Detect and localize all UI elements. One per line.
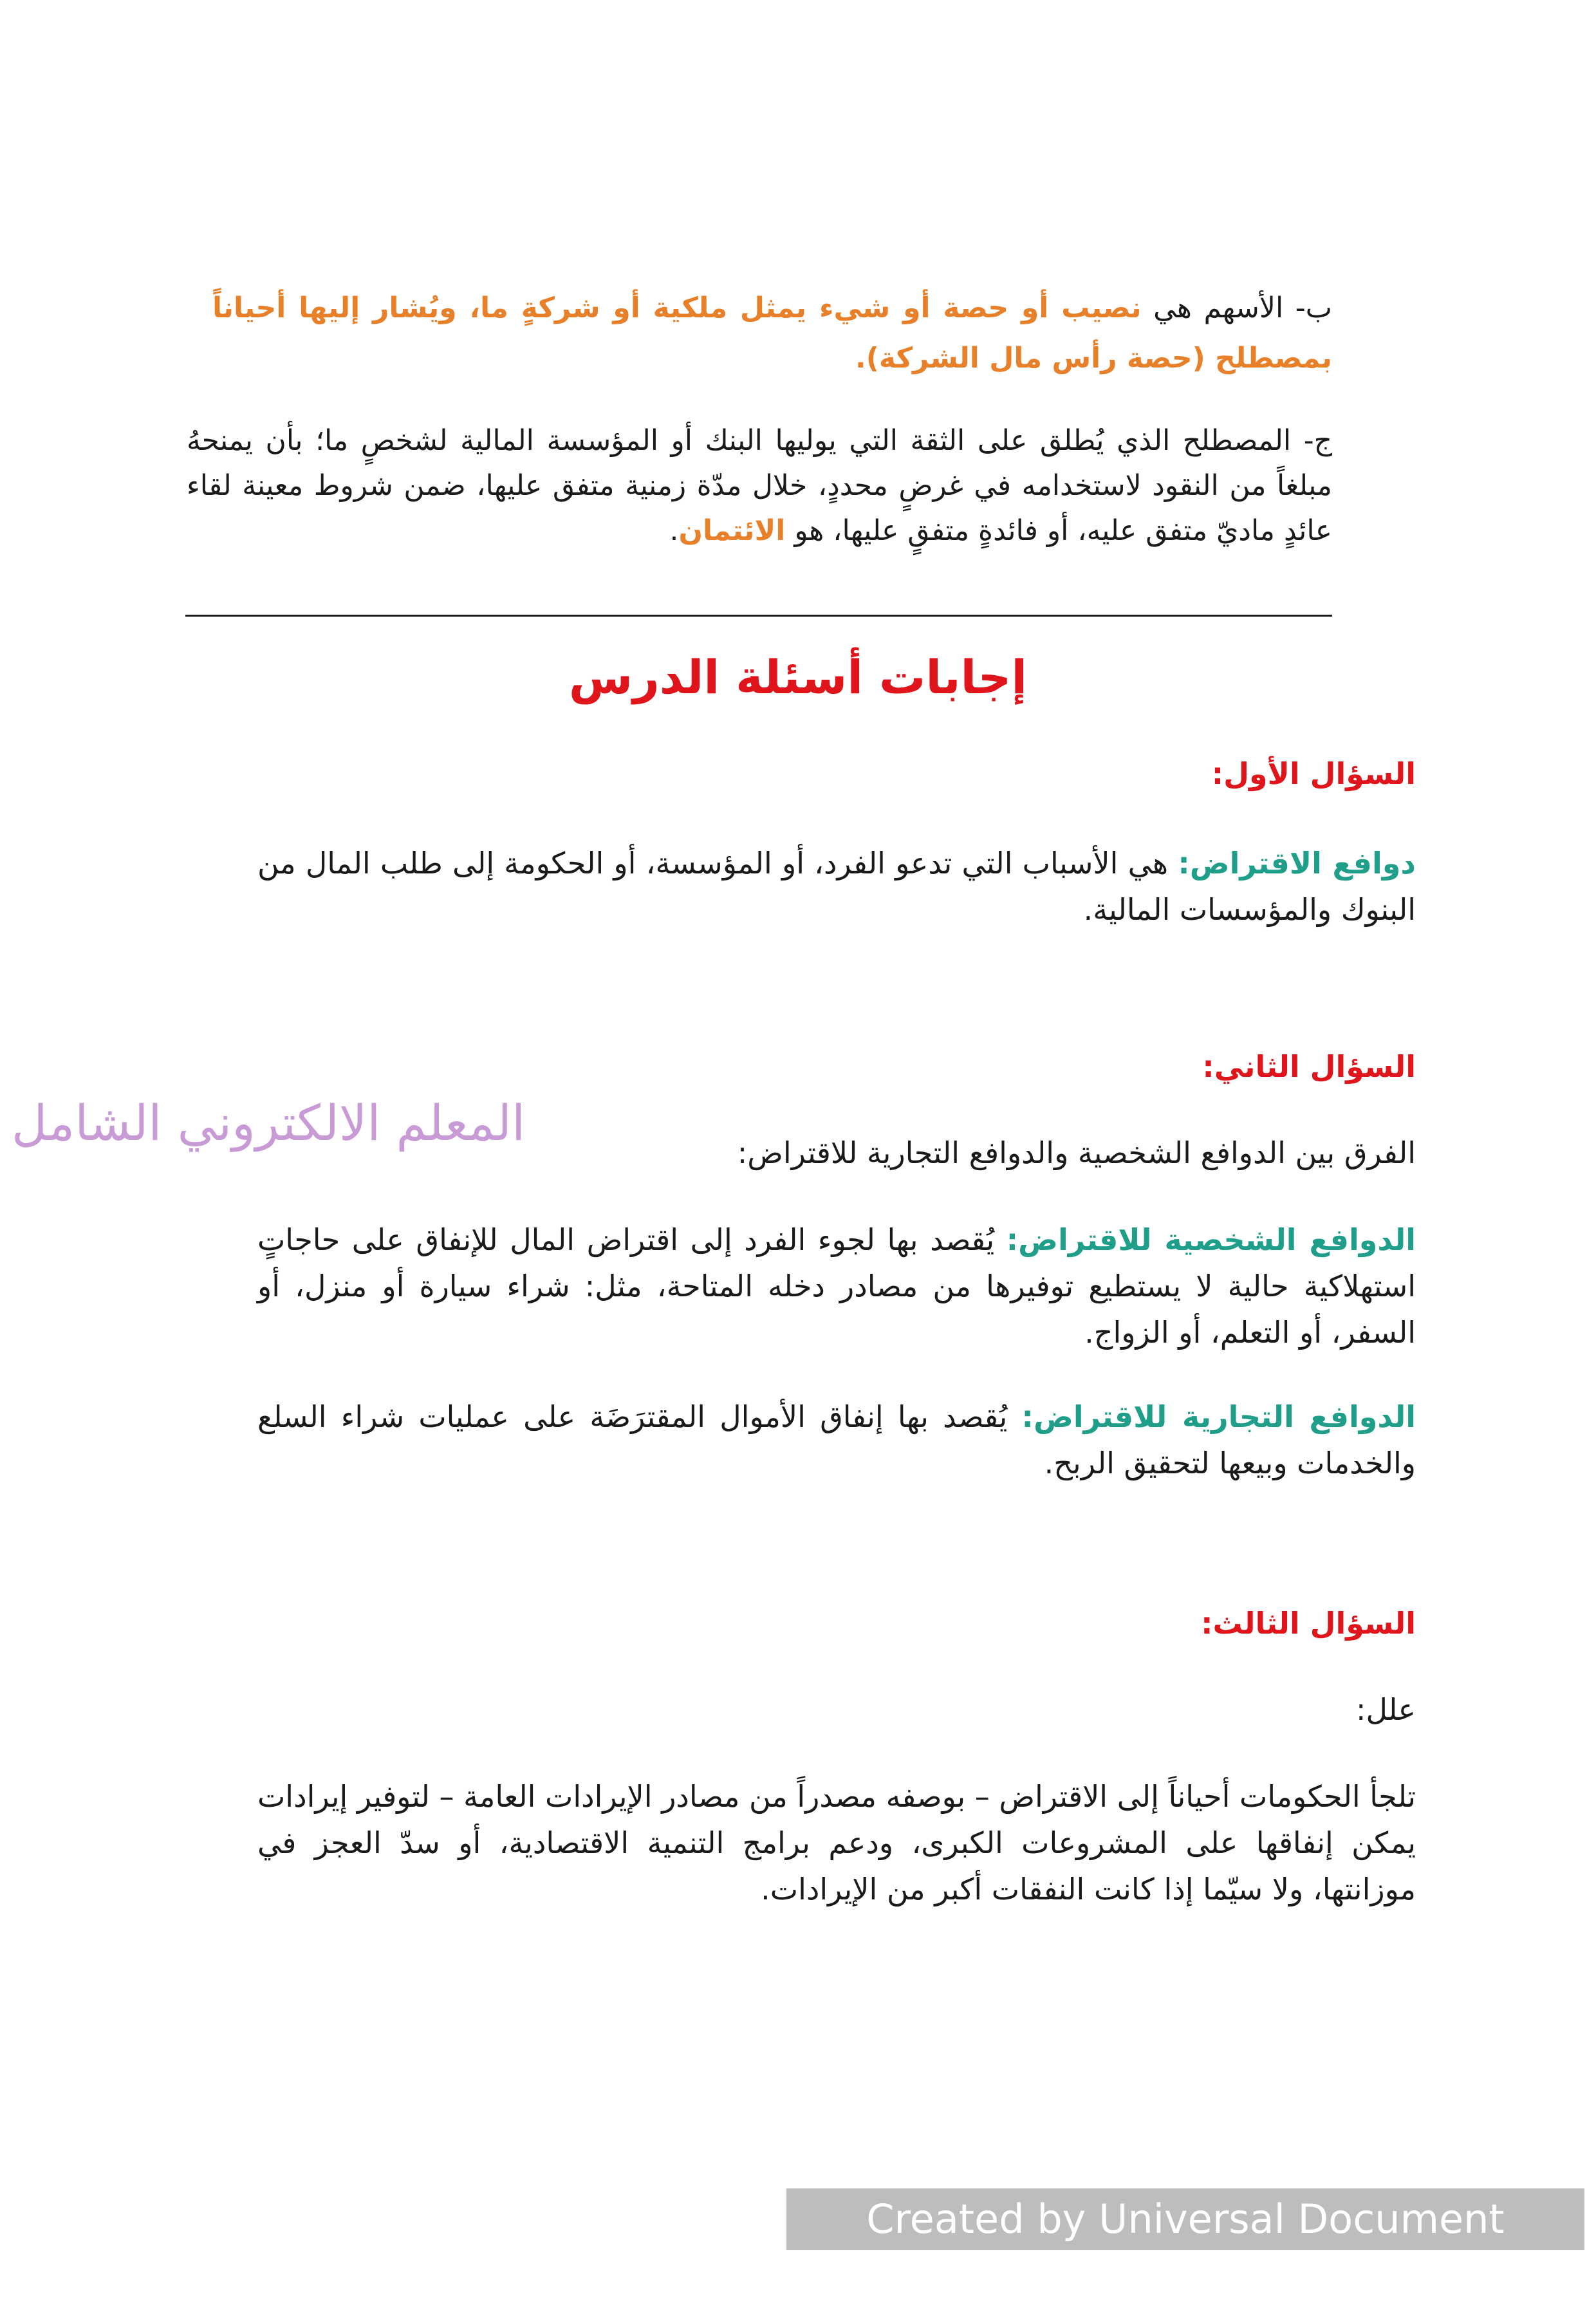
q2-commercial-term: الدوافع التجارية للاقتراض: [1021, 1399, 1416, 1434]
answers-title: إجابات أسئلة الدرس [568, 650, 1028, 704]
section-b-highlight-2: شيء يمثل ملكية أو شركةٍ ما، ويُشار إليها أحياناً بمصطلح (حصة رأس مال الشركة). [212, 292, 1332, 375]
divider-line [185, 615, 1332, 617]
section-j-text: ج- المصطلح الذي يُطلق على الثقة التي يوليها البنك أو المؤسسة المالية لشخصٍ ما؛ بأن يمنحهُ مبلغاً من النقود لاستخدامه في غرضٍ محددٍ، خلال مدّة زمنية متفق عليها، ضمن شروط معينة لقاء عائدٍ ماديّ متفق عليه، أو فائدةٍ متفقٍ عليها، هو [187, 424, 1332, 547]
q2-commercial-text: يُقصد بها إنفاق الأموال المقترَضَة على عمليات شراء السلع والخدمات وبيعها لتحقيق الربح. [257, 1399, 1416, 1480]
q2-commercial-motives [257, 1394, 1416, 1486]
q1-term: دوافع الاقتراض: [1178, 846, 1416, 881]
q1-heading: السؤال الأول: [1211, 756, 1416, 791]
section-b-paragraph [212, 283, 1332, 384]
watermark-text: المعلم الالكتروني الشامل [12, 1094, 526, 1151]
q2-personal-motives [257, 1217, 1416, 1356]
q2-heading: السؤال الثاني: [1202, 1049, 1416, 1084]
q3-heading: السؤال الثالث: [1201, 1606, 1416, 1641]
q2-personal-term: الدوافع الشخصية للاقتراض: [1006, 1222, 1416, 1257]
q1-text: هي الأسباب التي تدعو الفرد، أو المؤسسة، أو الحكومة إلى طلب المال من البنوك والمؤسسات المالية. [257, 846, 1416, 927]
footer-watermark: Created by Universal Document Converter [786, 2188, 1584, 2250]
q2-intro: الفرق بين الدوافع الشخصية والدوافع التجارية للاقتراض: [737, 1135, 1416, 1170]
section-b-connector: أو [890, 292, 943, 324]
section-j-term: الائتمان [678, 514, 786, 547]
section-b-highlight-1: نصيب أو حصة [943, 292, 1142, 324]
section-j-paragraph [187, 418, 1332, 554]
q2-personal-text: يُقصد بها لجوء الفرد إلى اقتراض المال للإنفاق على حاجاتٍ استهلاكية حالية لا يستطيع توفيرها من مصادر دخله المتاحة، مثل: شراء سيارة أو منزل، أو السفر، أو التعلم، أو الزواج. [257, 1222, 1416, 1350]
section-j-end: . [669, 514, 679, 547]
q3-prompt: علل: [1355, 1692, 1416, 1727]
section-b-lead: ب- الأسهم هي [1141, 292, 1332, 324]
q3-answer: تلجأ الحكومات أحياناً إلى الاقتراض – بوصفه مصدراً من مصادر الإيرادات العامة – لتوفير إيرادات يمكن إنفاقها على المشروعات الكبرى، ودعم برامج التنمية الاقتصادية، أو سدّ العجز في موزانتها، ولا سيّما إذا كانت النفقات أكبر من الإيرادات. [257, 1779, 1416, 1906]
q1-answer [257, 840, 1416, 933]
